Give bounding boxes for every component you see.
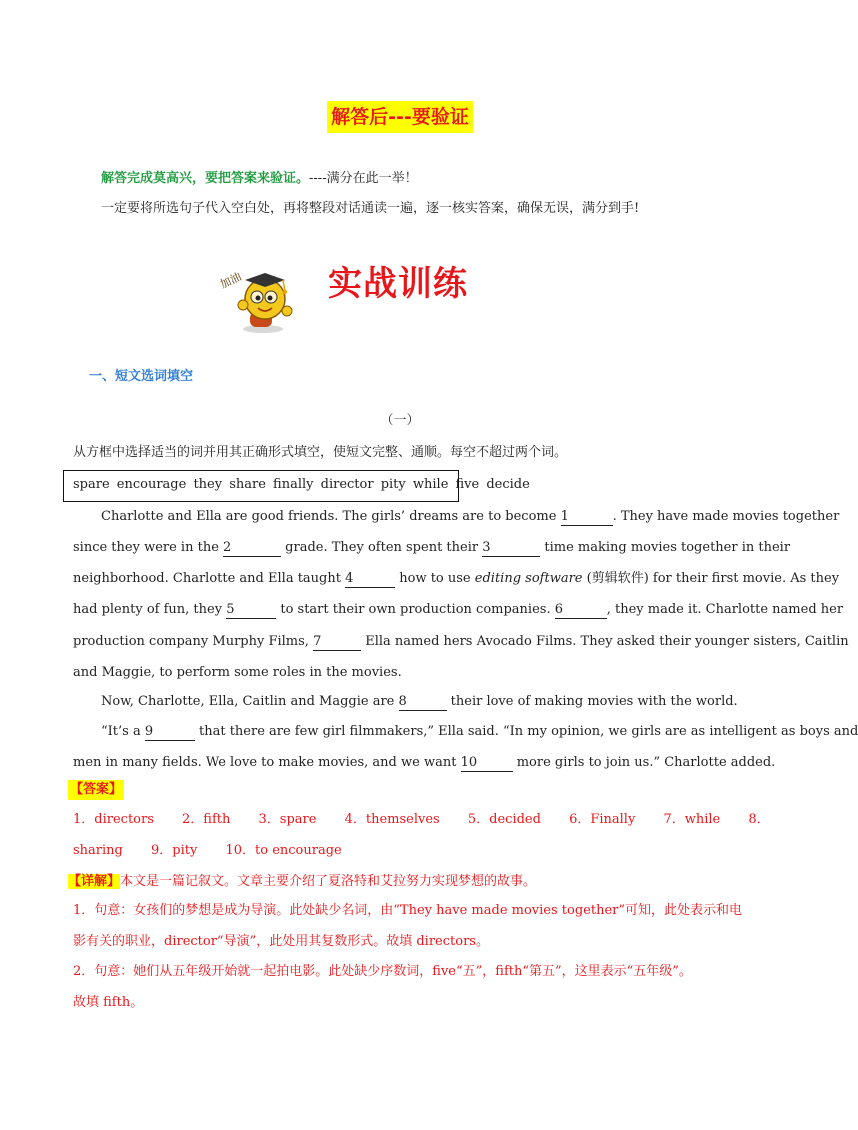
passage-text: . They have made movies together xyxy=(612,509,840,524)
passage-text: men in many fields. We love to make movies, and we want xyxy=(73,755,457,770)
answer-tag: 【答案】 xyxy=(68,780,124,800)
passage-line xyxy=(73,753,776,773)
passage-text: , they made it. Charlotte named her xyxy=(606,602,844,617)
passage-line xyxy=(101,507,840,527)
answer-item: 10．to encourage xyxy=(225,843,342,858)
section-heading: 一、短文选词填空 xyxy=(89,369,194,384)
blank-4: 4 xyxy=(345,570,395,588)
passage-line xyxy=(73,600,844,620)
passage-instruction: 从方框中选择适当的词并用其正确形式填空，使短文完整、通顺。每空不超过两个词。 xyxy=(73,445,568,460)
explanation-line: 2．句意：她们从五年级开始就一起拍电影。此处缺少序数词，five“五”，fifth“第五”，这里表示“五年级”。 xyxy=(73,964,692,979)
passage-text: production company Murphy Films, xyxy=(73,634,309,649)
explanation-line: 故填 fifth。 xyxy=(73,995,144,1010)
passage-text: had plenty of fun, they xyxy=(73,602,223,617)
passage-text: that there are few girl filmmakers,” Ella said. “In my opinion, we girls are as intelligent as boys and xyxy=(198,724,858,739)
passage-text: grade. They often spent their xyxy=(285,540,479,555)
passage-line xyxy=(101,722,858,742)
banner-title: 实战训练 xyxy=(328,264,468,304)
explanation-line: 1．句意：女孩们的梦想是成为导演。此处缺少名词，由“They have made movies together”可知，此处表示和电 xyxy=(73,903,743,918)
passage-text: their love of making movies with the world. xyxy=(450,694,738,709)
answer-item: 9．pity xyxy=(151,843,198,858)
answer-item: sharing xyxy=(73,843,123,858)
passage-text: (剪辑软件) for their first movie. As they xyxy=(586,571,840,586)
blank-1: 1 xyxy=(561,508,613,526)
blank-9: 9 xyxy=(145,723,195,741)
answer-item: 8． xyxy=(748,812,770,827)
answer-row-2 xyxy=(73,841,366,861)
passage-text: how to use xyxy=(399,571,471,586)
title-block xyxy=(0,101,800,133)
intro-line-1 xyxy=(101,169,418,189)
passage-text: neighborhood. Charlotte and Ella taught xyxy=(73,571,341,586)
detail-tag: 【详解】 xyxy=(68,874,121,889)
passage-text: Now, Charlotte, Ella, Caitlin and Maggie are xyxy=(101,694,395,709)
summary-text: 本文是一篇记叙文。文章主要介绍了夏洛特和艾拉努力实现梦想的故事。 xyxy=(120,874,537,889)
passage-line xyxy=(73,632,849,652)
explanation-summary xyxy=(68,872,536,892)
blank-7: 7 xyxy=(313,633,361,651)
word-box-words: spare encourage they share finally director pity while five decide xyxy=(73,477,530,492)
passage-text: Ella named hers Avocado Films. They asked their younger sisters, Caitlin xyxy=(365,634,849,649)
passage-text: since they were in the xyxy=(73,540,219,555)
blank-6: 6 xyxy=(555,601,607,619)
passage-text: more girls to join us.” Charlotte added. xyxy=(516,755,776,770)
answer-item: 5．decided xyxy=(467,812,541,827)
blank-2: 2 xyxy=(223,539,281,557)
intro-green-text: 解答完成莫高兴，要把答案来验证。 xyxy=(101,171,310,186)
passage-number: （一） xyxy=(380,413,420,428)
intro-line-2: 一定要将所选句子代入空白处，再将整段对话通读一遍，逐一核实答案，确保无误，满分到手! xyxy=(101,201,640,216)
passage-text: to start their own production companies. xyxy=(280,602,551,617)
answer-item: 3．spare xyxy=(258,812,317,827)
passage-line: and Maggie, to perform some roles in the movies. xyxy=(73,665,402,680)
passage-line xyxy=(73,569,840,589)
italic-term: editing software xyxy=(474,571,583,586)
blank-3: 3 xyxy=(482,539,540,557)
passage-text: time making movies together in their xyxy=(544,540,791,555)
explanation-line: 影有关的职业，director“导演”，此处用其复数形式。故填 directors。 xyxy=(73,934,489,949)
passage-line xyxy=(73,538,791,558)
intro-rest-text: ----满分在此一举！ xyxy=(309,171,418,186)
answer-item: 1．directors xyxy=(73,812,154,827)
answer-row-1 xyxy=(73,810,794,830)
blank-8: 8 xyxy=(399,693,447,711)
answer-item: 4．themselves xyxy=(344,812,440,827)
passage-text: “It’s a xyxy=(101,724,141,739)
mascot-text: 加油 xyxy=(217,270,244,292)
cheering-mascot-icon xyxy=(213,265,313,337)
passage-text: Charlotte and Ella are good friends. The girls’ dreams are to become xyxy=(101,509,557,524)
passage-line xyxy=(101,692,756,712)
answer-item: 7．while xyxy=(663,812,721,827)
answer-item: 6．Finally xyxy=(569,812,636,827)
answer-item: 2．fifth xyxy=(182,812,231,827)
page-title: 解答后---要验证 xyxy=(327,101,473,133)
blank-5: 5 xyxy=(226,601,276,619)
blank-10: 10 xyxy=(461,754,513,772)
